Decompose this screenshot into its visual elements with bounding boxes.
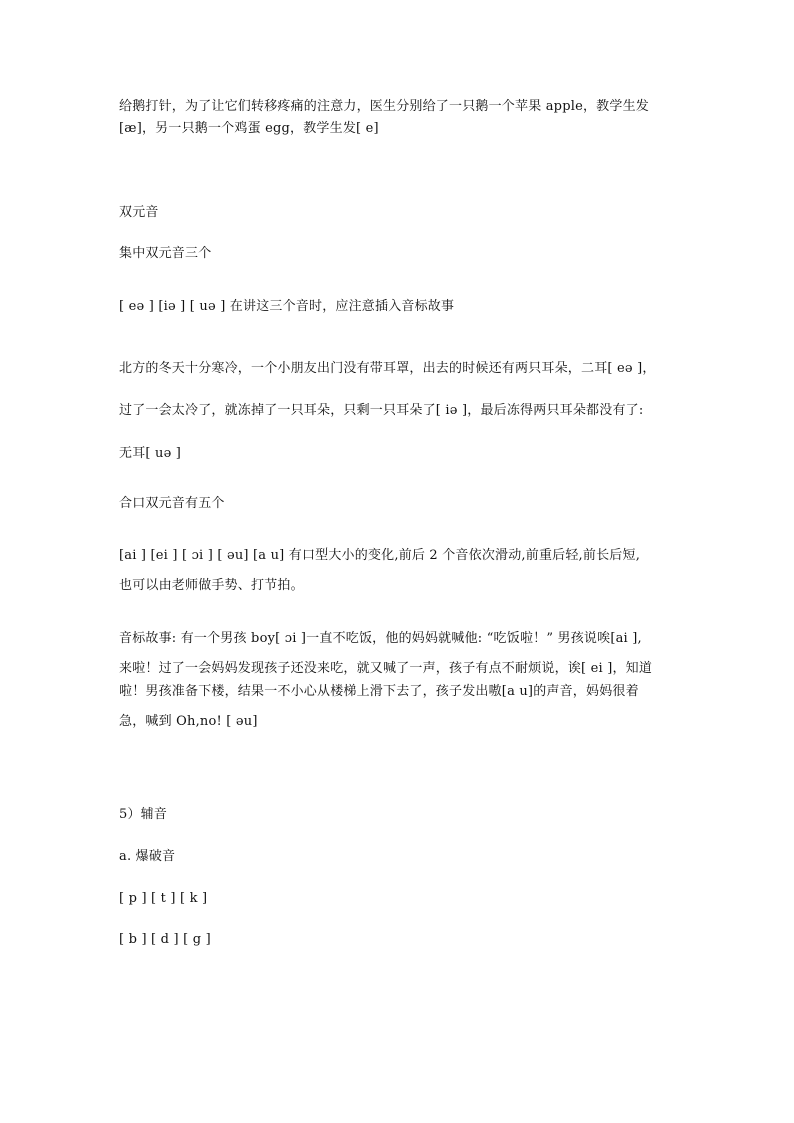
story2-line-3: 啦！男孩准备下楼，结果一不小心从楼梯上滑下去了，孩子发出嗷[a u]的声音，妈妈很着 bbox=[119, 684, 639, 699]
closing-diphthong-heading: 合口双元音有五个 bbox=[119, 496, 225, 511]
diphthong-heading: 双元音 bbox=[119, 205, 159, 220]
closing-diphthong-line-1: [ai ] [ei ] [ ɔi ] [ əu] [a u] 有口型大小的变化,前后 2 个音依次滑动,前重后轻,前长后短, bbox=[119, 548, 641, 563]
consonant-heading: 5）辅音 bbox=[119, 807, 168, 822]
story2-line-4: 急，喊到 Oh,no! [ əu] bbox=[119, 714, 258, 729]
closing-diphthong-line-2: 也可以由老师做手势、打节拍。 bbox=[119, 578, 304, 593]
plosive-voiced: [ b ] [ d ] [ g ] bbox=[119, 932, 211, 947]
plosive-voiceless: [ p ] [ t ] [ k ] bbox=[119, 891, 208, 906]
story2-line-1: 音标故事: 有一个男孩 boy[ ɔi ]一直不吃饭，他的妈妈就喊他: “吃饭啦！” 男孩说唉[ai ], bbox=[119, 631, 642, 646]
centering-diphthong-sounds: [ eə ] [iə ] [ uə ] 在讲这三个音时，应注意插入音标故事 bbox=[119, 299, 455, 314]
story1-line-1: 北方的冬天十分寒冷，一个小朋友出门没有带耳罩，出去的时候还有两只耳朵，二耳[ eə ]， bbox=[119, 361, 656, 376]
plosive-heading: a. 爆破音 bbox=[119, 849, 176, 864]
story1-line-2: 过了一会太冷了，就冻掉了一只耳朵，只剩一只耳朵了[ iə ]，最后冻得两只耳朵都没有了: bbox=[119, 403, 644, 418]
story2-line-2: 来啦！过了一会妈妈发现孩子还没来吃，就又喊了一声，孩子有点不耐烦说，诶[ ei ]，知道 bbox=[119, 661, 653, 676]
centering-diphthong-heading: 集中双元音三个 bbox=[119, 246, 212, 261]
story1-line-3: 无耳[ uə ] bbox=[119, 446, 182, 461]
intro-line-2: [æ]，另一只鹅一个鸡蛋 egg，教学生发[ e] bbox=[119, 121, 379, 136]
intro-line-1: 给鹅打针，为了让它们转移疼痛的注意力，医生分别给了一只鹅一个苹果 apple，教学生发 bbox=[119, 99, 649, 114]
